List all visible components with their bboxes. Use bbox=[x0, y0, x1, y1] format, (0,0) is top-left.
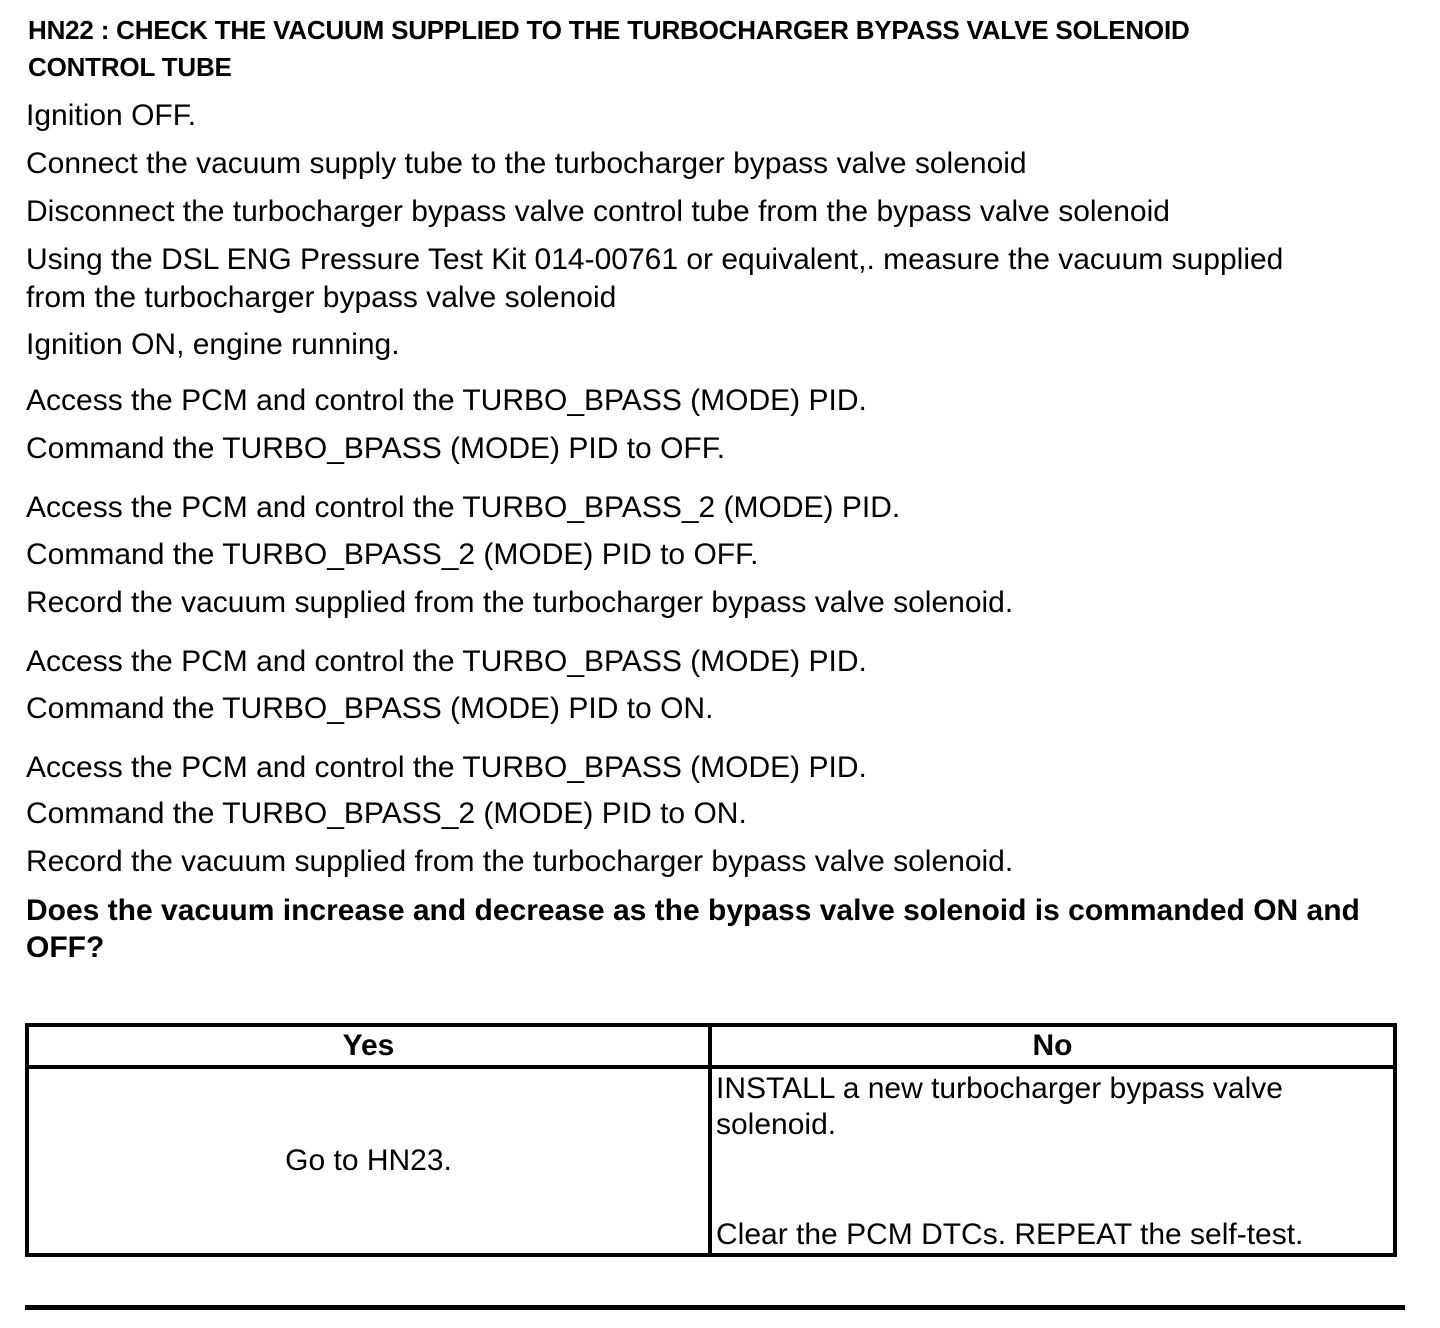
step-access-pcm-bpass-on-2: Access the PCM and control the TURBO_BPASS (MODE) PID. bbox=[26, 751, 867, 784]
step-record-vacuum-off: Record the vacuum supplied from the turbocharger bypass valve solenoid. bbox=[26, 586, 1014, 619]
yes-action-text: Go to HN23. bbox=[285, 1144, 452, 1177]
no-action-cell bbox=[710, 1067, 1395, 1255]
result-table-body-row bbox=[27, 1067, 1395, 1255]
step-command-bpass-on: Command the TURBO_BPASS (MODE) PID to ON. bbox=[26, 692, 714, 725]
step-disconnect-control-tube: Disconnect the turbocharger bypass valve control tube from the bypass valve solenoid bbox=[26, 195, 1170, 228]
step-access-pcm-bpass-on: Access the PCM and control the TURBO_BPASS (MODE) PID. bbox=[26, 645, 867, 678]
step-ignition-off: Ignition OFF. bbox=[26, 99, 197, 132]
step-record-vacuum-on: Record the vacuum supplied from the turbocharger bypass valve solenoid. bbox=[26, 845, 1014, 878]
step-access-pcm-bpass2: Access the PCM and control the TURBO_BPASS_2 (MODE) PID. bbox=[26, 491, 901, 524]
step-measure-vacuum: Using the DSL ENG Pressure Test Kit 014-00761 or equivalent,. measure the vacuum supplied from the turbocharger bypass valve solenoid bbox=[26, 243, 1284, 314]
no-action-install-text: INSTALL a new turbocharger bypass valve solenoid. bbox=[716, 1072, 1283, 1141]
no-header: No bbox=[710, 1025, 1395, 1067]
result-table bbox=[25, 1023, 1397, 1257]
step-heading-line2: CONTROL TUBE bbox=[28, 52, 232, 82]
step-ignition-on: Ignition ON, engine running. bbox=[26, 328, 400, 361]
step-connect-supply-tube: Connect the vacuum supply tube to the turbocharger bypass valve solenoid bbox=[26, 147, 1027, 180]
no-action-clear-dtc-text: Clear the PCM DTCs. REPEAT the self-test. bbox=[716, 1218, 1304, 1251]
test-question: Does the vacuum increase and decrease as the bypass valve solenoid is commanded ON and OFF? bbox=[26, 894, 1360, 964]
yes-header: Yes bbox=[27, 1025, 710, 1067]
step-heading-line1: HN22 : CHECK THE VACUUM SUPPLIED TO THE TURBOCHARGER BYPASS VALVE SOLENOID bbox=[28, 15, 1190, 45]
step-command-bpass-off: Command the TURBO_BPASS (MODE) PID to OFF. bbox=[26, 432, 726, 465]
step-access-pcm-bpass: Access the PCM and control the TURBO_BPASS (MODE) PID. bbox=[26, 384, 867, 417]
bottom-divider bbox=[25, 1305, 1405, 1310]
step-command-bpass2-on: Command the TURBO_BPASS_2 (MODE) PID to ON. bbox=[26, 797, 747, 830]
step-command-bpass2-off: Command the TURBO_BPASS_2 (MODE) PID to OFF. bbox=[26, 538, 759, 571]
result-table-header-row bbox=[27, 1025, 1395, 1067]
yes-action-cell bbox=[27, 1067, 710, 1255]
step-heading bbox=[28, 12, 1408, 86]
